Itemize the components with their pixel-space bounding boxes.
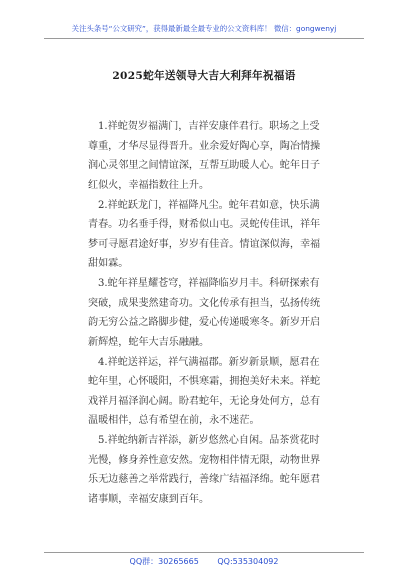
footer-divider	[44, 552, 364, 553]
blessing-paragraph-5: 5.祥蛇纳新吉祥添，新岁悠然心自闲。品茶赏花时光慢，修身养性意安然。宠物相伴情无限，动物世界乐无边慈善之举常践行，善缘广结福泽绵。蛇年愿君诸事顺，幸福安康到百年。	[88, 435, 321, 505]
footer	[0, 556, 408, 567]
qq-text: QQ:535304092	[217, 557, 279, 566]
document-body	[88, 117, 328, 509]
document-title: 2025蛇年送领导大吉大利拜年祝福语	[112, 70, 296, 82]
header-banner: 关注头条号“公文研究”，获得最新最全最专业的公文资料库！ 微信：gongwenyj	[71, 24, 337, 33]
header-divider	[44, 38, 364, 39]
blessing-paragraph-3: 3.蛇年祥星耀苍穹，祥福降临岁月丰。科研探索有突破，成果斐然建奇功。文化传承有担当，弘扬传统韵无穷公益之路脚步健，爱心传递暖寒冬。新岁开启新辉煌，蛇年大吉乐融融。	[88, 278, 321, 348]
blessing-paragraph-1: 1.祥蛇贺岁福满门，吉祥安康伴君行。职场之上受尊重，才华尽显得晋升。业余爱好陶心享，陶冶情操润心灵邻里之间情谊深，互帮互助暖人心。蛇年日子红似火，幸福指数往上升。	[88, 121, 321, 191]
qq-group-text: QQ群：30265665	[129, 557, 199, 566]
blessing-paragraph-4: 4.祥蛇送祥运，祥气满福郡。新岁新景顺，愿君在蛇年里，心怀暖阳，不惧寒霜，拥抱美好未来。祥蛇戏祥月福泽润心阔。盼君蛇年，无论身处何方，总有温暖相伴，总有希望在前，永不迷茫。	[88, 356, 321, 426]
blessing-paragraph-2: 2.祥蛇跃龙门，祥福降凡尘。蛇年君如意，快乐满青春。功名垂手得，财希似山屯。灵蛇传佳讯，祥年梦可寻愿君途好事，岁岁有佳音。情谊深似海，幸福甜如霖。	[88, 199, 321, 269]
